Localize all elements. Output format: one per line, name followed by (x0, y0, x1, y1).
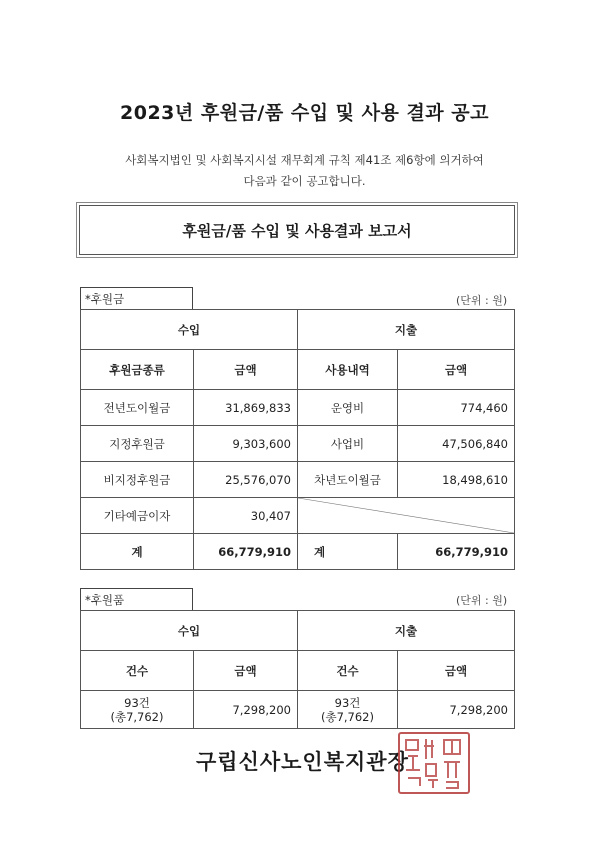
fund-type: 기타예금이자 (81, 498, 194, 534)
goods-expense-amount: 7,298,200 (398, 691, 515, 729)
fund-usage: 차년도이월금 (298, 462, 398, 498)
goods-expense-header: 지출 (298, 611, 515, 651)
funds-col-amount: 금액 (194, 350, 298, 390)
goods-unit: (단위 : 원) (456, 594, 508, 607)
funds-unit: (단위 : 원) (456, 294, 508, 307)
funds-table (80, 309, 515, 570)
funds-tag: *후원금 (80, 287, 193, 309)
funds-total-income: 66,779,910 (194, 534, 298, 570)
table-row (81, 390, 515, 426)
goods-expense-count-line2: (총7,762) (320, 709, 374, 724)
funds-col-amount2: 금액 (398, 350, 515, 390)
table-row (81, 426, 515, 462)
report-title-box (79, 205, 515, 255)
fund-usage: 운영비 (298, 390, 398, 426)
fund-type: 전년도이월금 (81, 390, 194, 426)
fund-amount: 9,303,600 (194, 426, 298, 462)
intro-line-2: 다음과 같이 공고합니다. (243, 174, 366, 188)
funds-section-header-row (81, 310, 515, 350)
goods-section-header-row (81, 611, 515, 651)
funds-total-label: 계 (81, 534, 194, 570)
report-title: 후원금/품 수입 및 사용결과 보고서 (182, 221, 412, 240)
official-seal-stamp (398, 732, 470, 794)
funds-col-type: 후원금종류 (81, 350, 194, 390)
goods-income-header: 수입 (81, 611, 298, 651)
intro-text (0, 150, 609, 192)
funds-total-expense: 66,779,910 (398, 534, 515, 570)
funds-expense-header: 지출 (298, 310, 515, 350)
funds-income-header: 수입 (81, 310, 298, 350)
diagonal-line (298, 498, 514, 533)
fund-type: 비지정후원금 (81, 462, 194, 498)
page-title: 2023년 후원금/품 수입 및 사용 결과 공고 (120, 102, 489, 124)
goods-table (80, 610, 515, 729)
goods-tag: *후원품 (80, 588, 193, 610)
table-row (81, 498, 515, 534)
goods-col-count: 건수 (81, 651, 194, 691)
goods-column-header-row (81, 651, 515, 691)
funds-total-row (81, 534, 515, 570)
fund-amount: 31,869,833 (194, 390, 298, 426)
table-row (81, 462, 515, 498)
goods-income-count-line2: (총7,762) (110, 709, 164, 724)
intro-line-1: 사회복지법인 및 사회복지시설 재무회계 규칙 제41조 제6항에 의거하여 (125, 153, 484, 167)
fund-usage-amount: 18,498,610 (398, 462, 515, 498)
goods-income-count-line1: 93건 (124, 695, 150, 710)
fund-amount: 25,576,070 (194, 462, 298, 498)
fund-amount: 30,407 (194, 498, 298, 534)
goods-col-amount: 금액 (194, 651, 298, 691)
goods-expense-count (298, 691, 398, 729)
funds-column-header-row (81, 350, 515, 390)
goods-income-count (81, 691, 194, 729)
fund-usage-amount: 47,506,840 (398, 426, 515, 462)
funds-col-usage: 사용내역 (298, 350, 398, 390)
goods-income-amount: 7,298,200 (194, 691, 298, 729)
fund-usage-amount: 774,460 (398, 390, 515, 426)
goods-col-count2: 건수 (298, 651, 398, 691)
fund-type: 지정후원금 (81, 426, 194, 462)
goods-col-amount2: 금액 (398, 651, 515, 691)
empty-diagonal-cell (298, 498, 515, 534)
fund-usage: 사업비 (298, 426, 398, 462)
seal-icon (400, 734, 468, 792)
funds-total-label2: 계 (298, 534, 398, 570)
table-row (81, 691, 515, 729)
goods-expense-count-line1: 93건 (334, 695, 361, 710)
issuer-name: 구립신사노인복지관장 (196, 750, 409, 774)
